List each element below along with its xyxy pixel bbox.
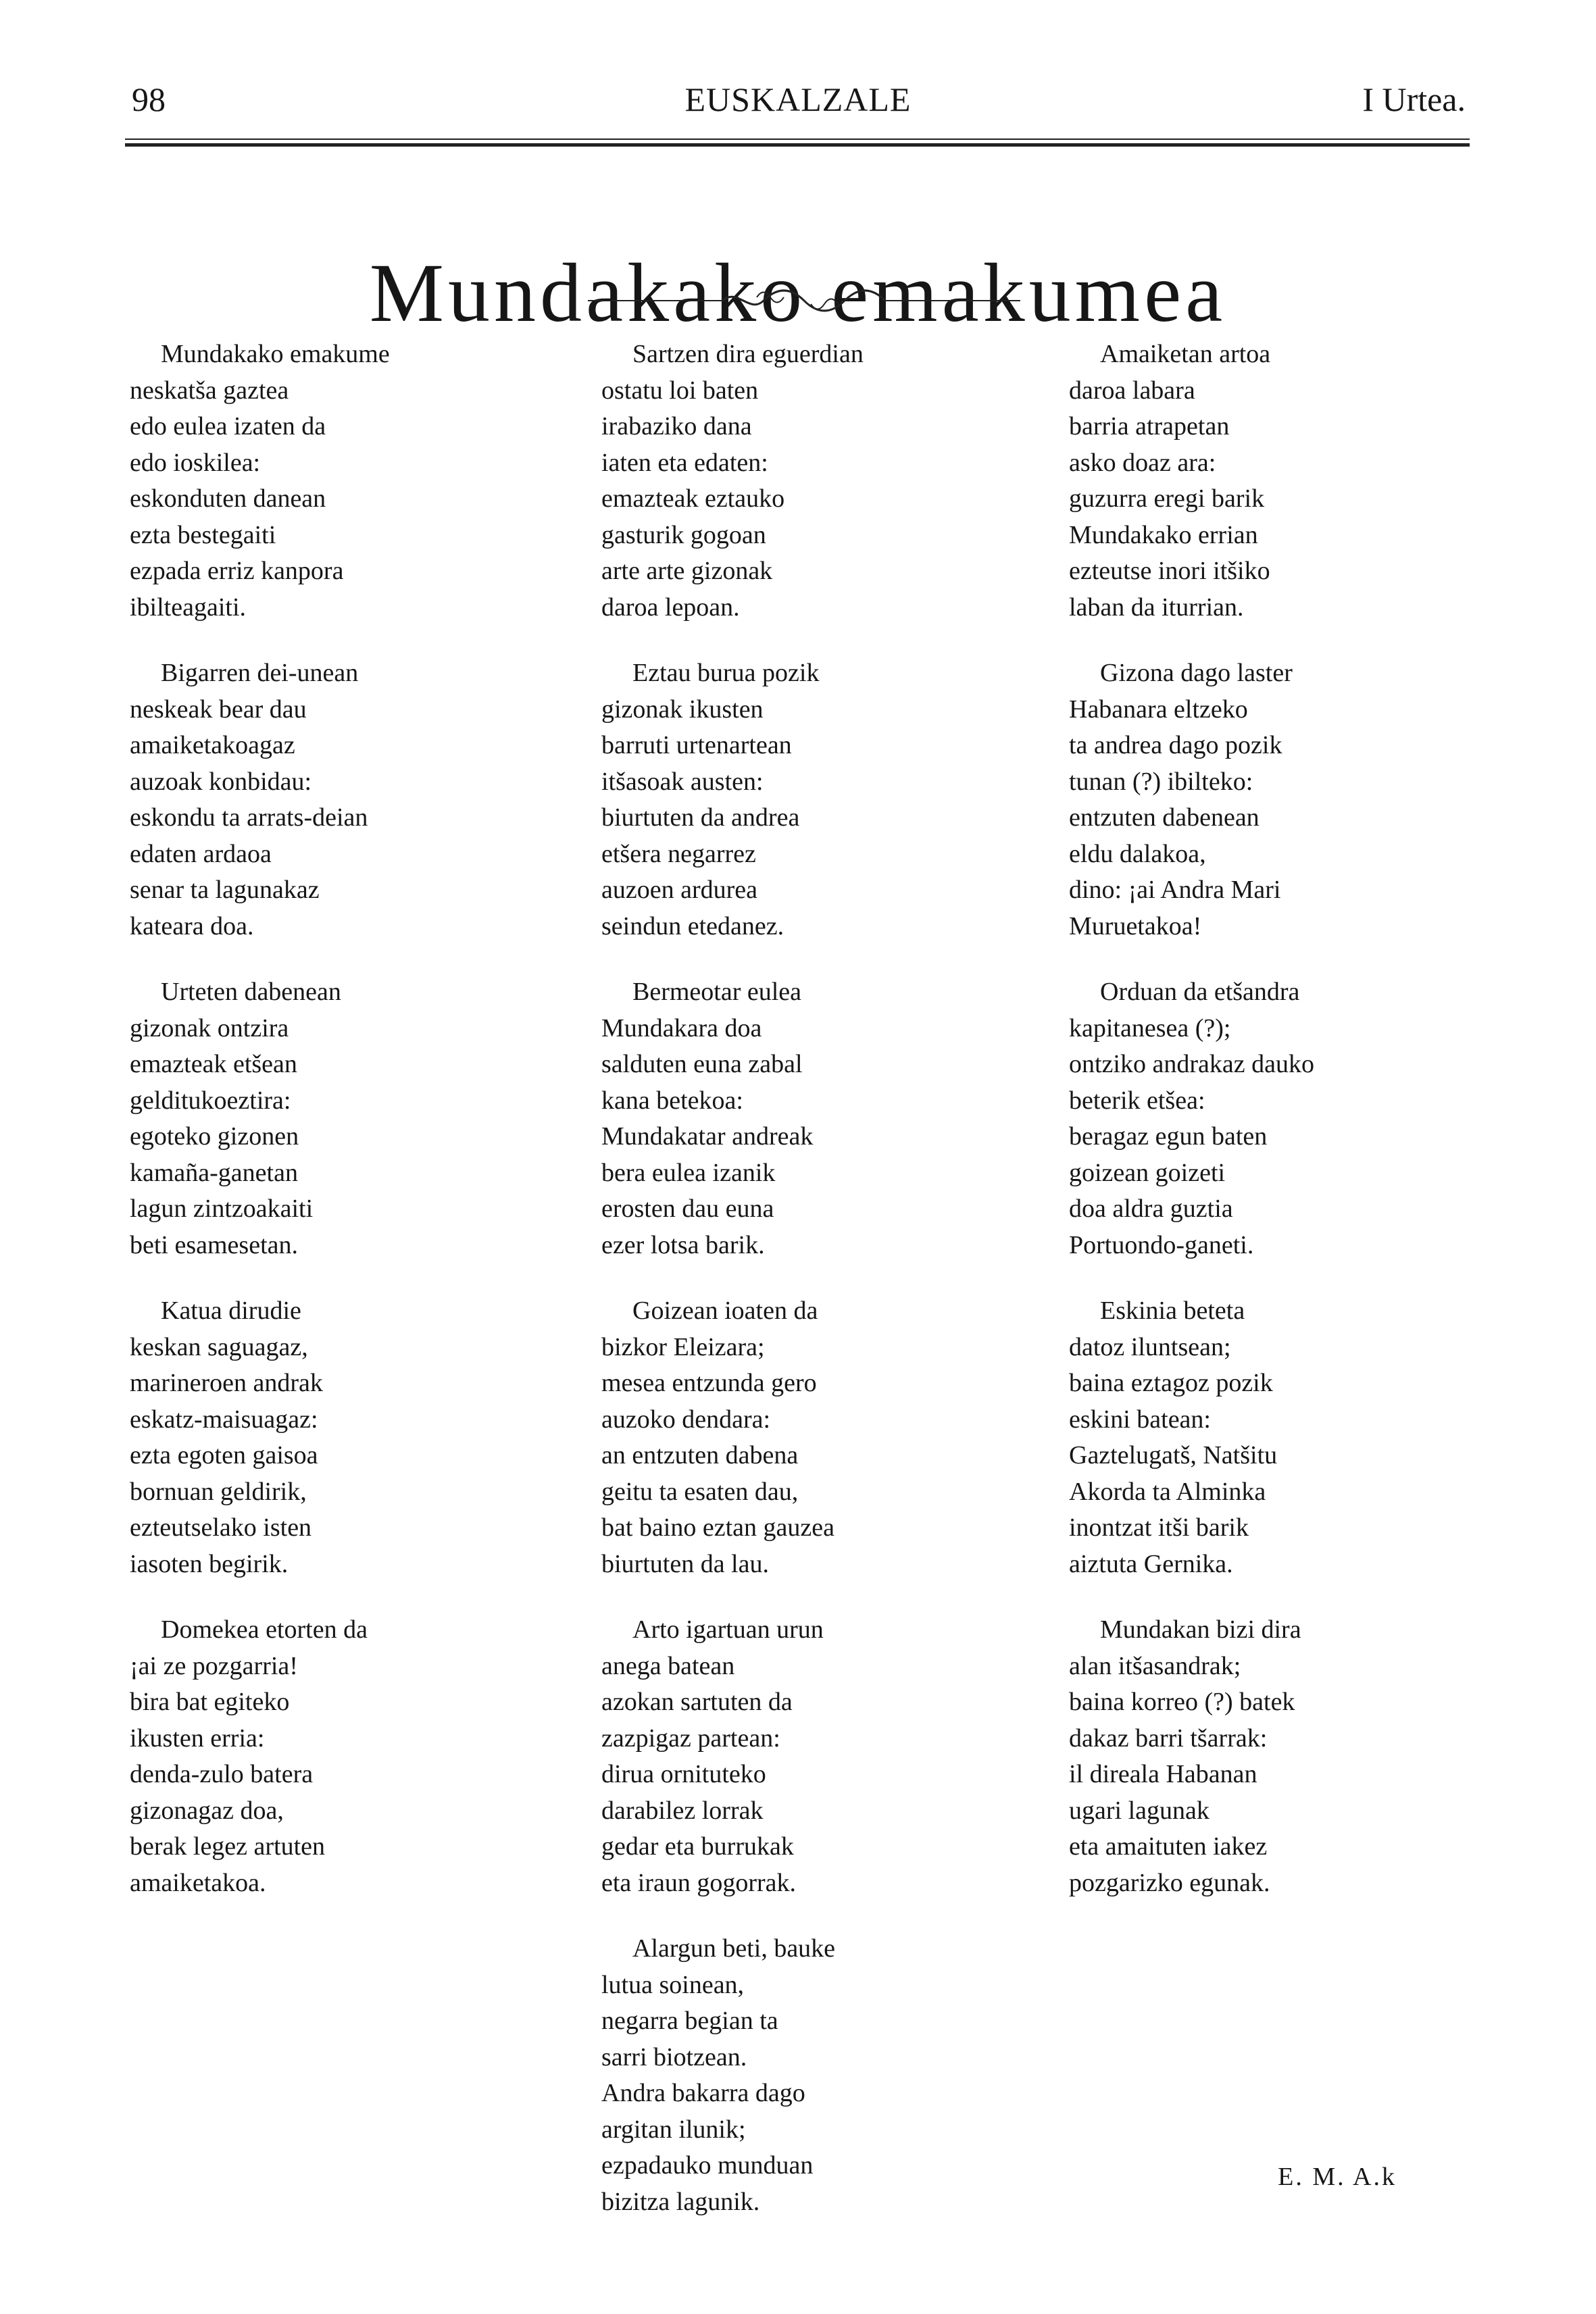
volume-label: I Urtea. xyxy=(1362,80,1466,118)
poem-column-1 xyxy=(130,336,562,1931)
stanza xyxy=(130,655,562,945)
verse-line: auzoak konbidau: xyxy=(130,767,312,796)
verse-line: auzoko dendara: xyxy=(601,1405,771,1434)
verse-line: Mundakako emakume xyxy=(161,340,390,368)
verse-line: il direala Habanan xyxy=(1069,1760,1257,1788)
verse-line: eskatz-maisuagaz: xyxy=(130,1405,318,1434)
verse-line: biurtuten da lau. xyxy=(601,1549,769,1578)
verse-line: beti esamesetan. xyxy=(130,1230,299,1259)
verse-line: ezer lotsa barik. xyxy=(601,1230,765,1259)
stanza xyxy=(1069,336,1501,626)
verse-line: kapitanesea (?); xyxy=(1069,1013,1231,1042)
verse-line: mesea entzunda gero xyxy=(601,1369,817,1397)
stanza xyxy=(601,655,1034,945)
verse-line: etšera negarrez xyxy=(601,839,756,868)
header-rule xyxy=(125,139,1470,140)
verse-line: gedar eta burrukak xyxy=(601,1832,794,1861)
stanza xyxy=(601,974,1034,1263)
verse-line: bera eulea izanik xyxy=(601,1158,776,1187)
verse-line: darabilez lorrak xyxy=(601,1796,764,1825)
verse-line: Bigarren dei-unean xyxy=(161,659,359,687)
verse-line: argitan ilunik; xyxy=(601,2115,746,2144)
stanza xyxy=(601,1612,1034,1901)
stanza xyxy=(601,1931,1034,2220)
verse-line: salduten euna zabal xyxy=(601,1050,803,1078)
verse-line: ezta bestegaiti xyxy=(130,520,276,549)
stanza xyxy=(1069,655,1501,945)
verse-line: ¡ai ze pozgarria! xyxy=(130,1651,298,1680)
verse-line: ezteutselako isten xyxy=(130,1513,312,1542)
verse-line: daroa labara xyxy=(1069,376,1195,405)
verse-line: iaten eta edaten: xyxy=(601,448,768,477)
verse-line: edo ioskilea: xyxy=(130,448,261,477)
verse-line: lagun zintzoakaiti xyxy=(130,1194,314,1223)
verse-line: dakaz barri tšarrak: xyxy=(1069,1724,1268,1753)
page-number: 98 xyxy=(132,80,166,118)
verse-line: daroa lepoan. xyxy=(601,593,740,622)
verse-line: Portuondo-ganeti. xyxy=(1069,1230,1254,1259)
verse-line: edaten ardaoa xyxy=(130,839,272,868)
verse-line: lutua soinean, xyxy=(601,1970,745,1999)
stanza xyxy=(130,1612,562,1901)
verse-line: seindun etedanez. xyxy=(601,911,784,940)
verse-line: an entzuten dabena xyxy=(601,1441,799,1469)
author-signature: E. M. A.k xyxy=(1278,2163,1397,2191)
verse-line: guzurra eregi barik xyxy=(1069,484,1265,513)
verse-line: asko doaz ara: xyxy=(1069,448,1216,477)
verse-line: beragaz egun baten xyxy=(1069,1122,1268,1151)
verse-line: beterik etšea: xyxy=(1069,1086,1205,1115)
verse-line: Urteten dabenean xyxy=(161,978,341,1006)
verse-line: Mundakako errian xyxy=(1069,520,1258,549)
verse-line: bizitza lagunik. xyxy=(601,2187,760,2216)
poem-column-3 xyxy=(1069,336,1501,1931)
poem-title: Mundakako emakumea xyxy=(369,247,1227,340)
verse-line: baina korreo (?) batek xyxy=(1069,1688,1295,1716)
verse-line: Mundakara doa xyxy=(601,1013,762,1042)
verse-line: datoz iluntsean; xyxy=(1069,1332,1231,1361)
verse-line: emazteak etšean xyxy=(130,1050,297,1078)
verse-line: ostatu loi baten xyxy=(601,376,759,405)
header-rule-thick xyxy=(125,143,1470,147)
verse-line: gasturik gogoan xyxy=(601,520,766,549)
stanza xyxy=(130,974,562,1263)
stanza xyxy=(601,336,1034,626)
verse-line: senar ta lagunakaz xyxy=(130,876,320,904)
verse-line: Eskinia beteta xyxy=(1100,1297,1245,1325)
verse-line: negarra begian ta xyxy=(601,2007,778,2035)
verse-line: bira bat egiteko xyxy=(130,1688,290,1716)
verse-line: amaiketakoagaz xyxy=(130,731,295,759)
stanza xyxy=(130,1293,562,1582)
verse-line: anega batean xyxy=(601,1651,735,1680)
verse-line: ezpadauko munduan xyxy=(601,2151,814,2180)
verse-line: kamaña-ganetan xyxy=(130,1158,298,1187)
stanza xyxy=(1069,1293,1501,1582)
verse-line: Domekea etorten da xyxy=(161,1615,368,1644)
verse-line: erosten dau euna xyxy=(601,1194,774,1223)
verse-line: Goizean ioaten da xyxy=(632,1297,818,1325)
verse-line: barria atrapetan xyxy=(1069,412,1230,441)
verse-line: tunan (?) ibilteko: xyxy=(1069,767,1253,796)
verse-line: keskan saguagaz, xyxy=(130,1332,308,1361)
verse-line: Andra bakarra dago xyxy=(601,2079,805,2107)
verse-line: emazteak eztauko xyxy=(601,484,785,513)
verse-line: gizonak ikusten xyxy=(601,695,764,724)
verse-line: goizean goizeti xyxy=(1069,1158,1226,1187)
verse-line: bizkor Eleizara; xyxy=(601,1332,765,1361)
verse-line: auzoen ardurea xyxy=(601,876,758,904)
verse-line: eta iraun gogorrak. xyxy=(601,1868,797,1897)
verse-line: marineroen andrak xyxy=(130,1369,323,1397)
verse-line: egoteko gizonen xyxy=(130,1122,299,1151)
verse-line: eskini batean: xyxy=(1069,1405,1211,1434)
verse-line: Habanara eltzeko xyxy=(1069,695,1248,724)
verse-line: ezta egoten gaisoa xyxy=(130,1441,318,1469)
stanza xyxy=(1069,1612,1501,1901)
verse-line: geitu ta esaten dau, xyxy=(601,1477,799,1506)
verse-line: biurtuten da andrea xyxy=(601,803,800,832)
verse-line: bornuan geldirik, xyxy=(130,1477,307,1506)
verse-line: kana betekoa: xyxy=(601,1086,743,1115)
poem-column-2 xyxy=(601,336,1034,2250)
verse-line: kateara doa. xyxy=(130,911,254,940)
verse-line: Mundakan bizi dira xyxy=(1100,1615,1301,1644)
verse-line: azokan sartuten da xyxy=(601,1688,793,1716)
verse-line: doa aldra guztia xyxy=(1069,1194,1233,1223)
flourish-ornament xyxy=(588,284,1020,318)
verse-line: Katua dirudie xyxy=(161,1297,301,1325)
verse-line: gizonak ontzira xyxy=(130,1013,289,1042)
verse-line: barruti urtenartean xyxy=(601,731,792,759)
verse-line: pozgarizko egunak. xyxy=(1069,1868,1270,1897)
verse-line: sarri biotzean. xyxy=(601,2042,747,2071)
verse-line: itšasoak austen: xyxy=(601,767,764,796)
verse-line: inontzat itši barik xyxy=(1069,1513,1249,1542)
verse-line: arte arte gizonak xyxy=(601,557,773,585)
stanza xyxy=(130,336,562,626)
verse-line: Akorda ta Alminka xyxy=(1069,1477,1266,1506)
verse-line: zazpigaz partean: xyxy=(601,1724,780,1753)
verse-line: aiztuta Gernika. xyxy=(1069,1549,1233,1578)
verse-line: ezpada erriz kanpora xyxy=(130,557,344,585)
verse-line: ontziko andrakaz dauko xyxy=(1069,1050,1314,1078)
verse-line: gelditukoeztira: xyxy=(130,1086,291,1115)
verse-line: ikusten erria: xyxy=(130,1724,265,1753)
verse-line: Orduan da etšandra xyxy=(1100,978,1300,1006)
verse-line: entzuten dabenean xyxy=(1069,803,1260,832)
verse-line: Muruetakoa! xyxy=(1069,911,1202,940)
verse-line: Alargun beti, bauke xyxy=(632,1934,836,1963)
stanza xyxy=(601,1293,1034,1582)
verse-line: eta amaituten iakez xyxy=(1069,1832,1268,1861)
verse-line: iasoten begirik. xyxy=(130,1549,289,1578)
running-title: EUSKALZALE xyxy=(684,80,912,118)
verse-line: edo eulea izaten da xyxy=(130,412,326,441)
verse-line: eskondu ta arrats-deian xyxy=(130,803,368,832)
verse-line: Mundakatar andreak xyxy=(601,1122,814,1151)
verse-line: bat baino eztan gauzea xyxy=(601,1513,834,1542)
verse-line: Eztau burua pozik xyxy=(632,659,820,687)
verse-line: ibilteagaiti. xyxy=(130,593,247,622)
page-header xyxy=(0,80,1596,134)
verse-line: dino: ¡ai Andra Mari xyxy=(1069,876,1281,904)
verse-line: ugari lagunak xyxy=(1069,1796,1210,1825)
verse-line: alan itšasandrak; xyxy=(1069,1651,1241,1680)
verse-line: Amaiketan artoa xyxy=(1100,340,1271,368)
verse-line: eldu dalakoa, xyxy=(1069,839,1206,868)
verse-line: Bermeotar eulea xyxy=(632,978,802,1006)
verse-line: laban da iturrian. xyxy=(1069,593,1244,622)
verse-line: ezteutse inori itšiko xyxy=(1069,557,1270,585)
verse-line: irabaziko dana xyxy=(601,412,752,441)
verse-line: eskonduten danean xyxy=(130,484,326,513)
verse-line: neskatša gaztea xyxy=(130,376,289,405)
verse-line: Gaztelugatš, Natšitu xyxy=(1069,1441,1278,1469)
verse-line: amaiketakoa. xyxy=(130,1868,266,1897)
verse-line: ta andrea dago pozik xyxy=(1069,731,1282,759)
verse-line: baina eztagoz pozik xyxy=(1069,1369,1273,1397)
verse-line: gizonagaz doa, xyxy=(130,1796,284,1825)
verse-line: Sartzen dira eguerdian xyxy=(632,340,864,368)
verse-line: Gizona dago laster xyxy=(1100,659,1293,687)
verse-line: dirua ornituteko xyxy=(601,1760,766,1788)
stanza xyxy=(1069,974,1501,1263)
verse-line: berak legez artuten xyxy=(130,1832,326,1861)
verse-line: Arto igartuan urun xyxy=(632,1615,824,1644)
verse-line: denda-zulo batera xyxy=(130,1760,314,1788)
verse-line: neskeak bear dau xyxy=(130,695,307,724)
